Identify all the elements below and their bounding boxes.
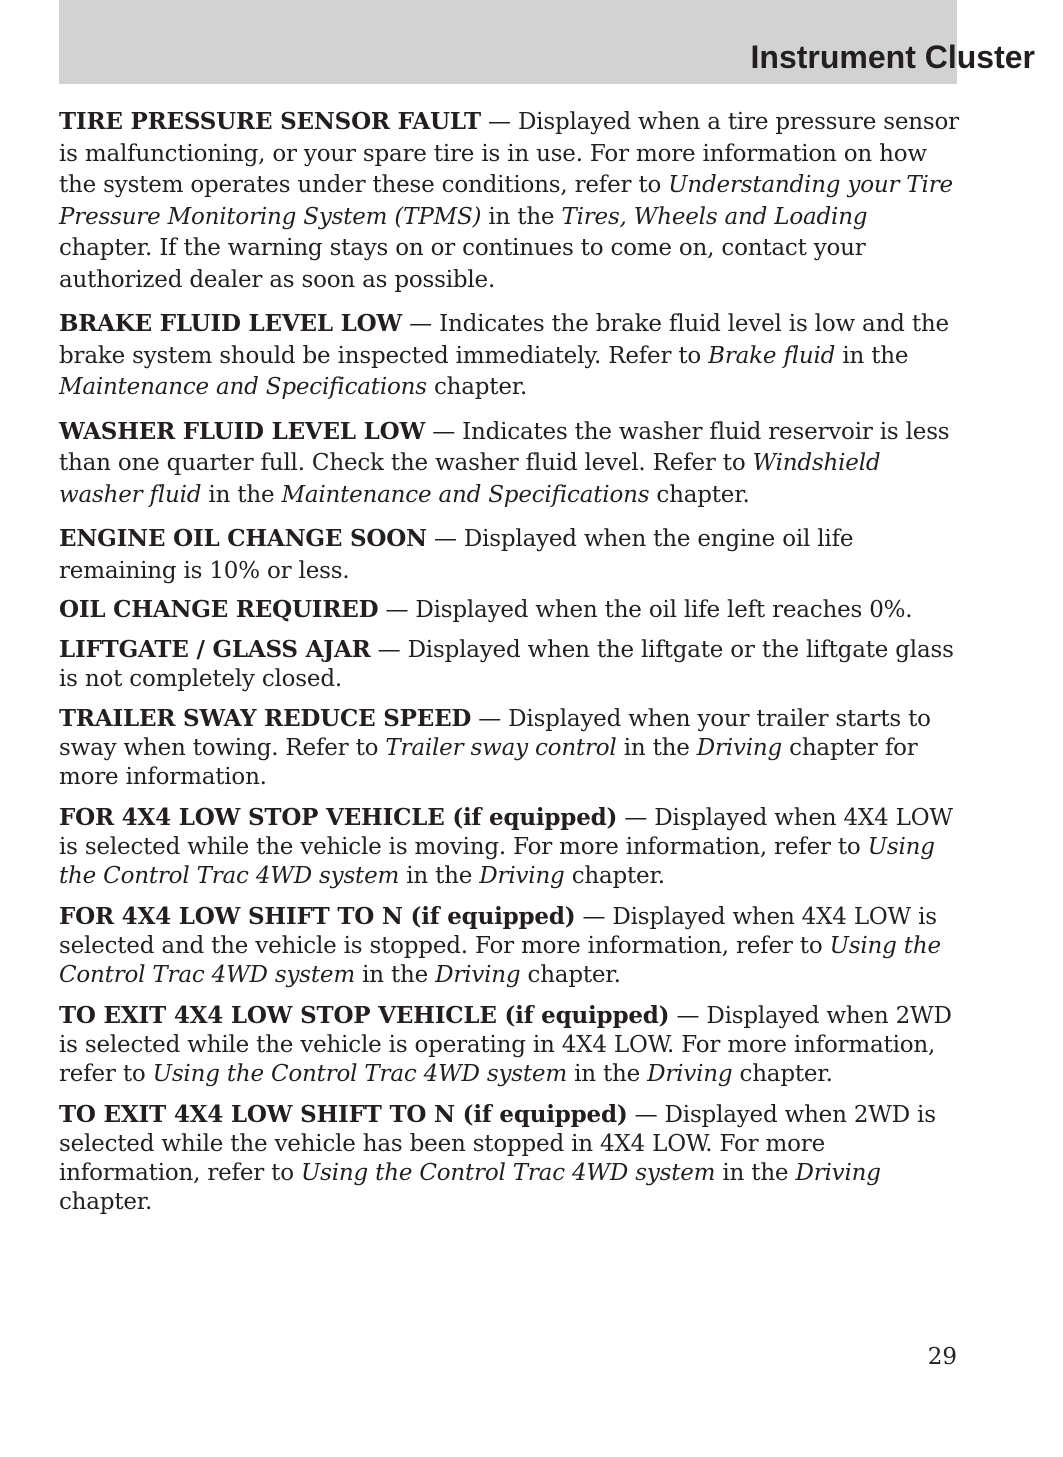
message-description: in the (715, 1160, 796, 1186)
entry-tire-pressure-sensor-fault (59, 106, 964, 296)
cross-reference: Understanding your Tire Pressure Monitoring System (TPMS) (59, 172, 953, 230)
section-title: Instrument Cluster (750, 39, 1035, 75)
cross-reference: Using the Control Trac 4WD system (59, 834, 935, 889)
cross-reference: Driving (479, 863, 565, 889)
message-heading: LIFTGATE / GLASS AJAR (59, 636, 371, 663)
entry-washer-fluid-level-low (59, 416, 964, 512)
cross-reference: Driving (435, 962, 521, 988)
cross-reference: Using the Control Trac 4WD system (300, 1160, 716, 1186)
page-number: 29 (927, 1344, 957, 1370)
message-description: in the (399, 863, 480, 889)
entry-brake-fluid-level-low (59, 308, 964, 404)
message-description: chapter. (564, 863, 665, 889)
cross-reference: Trailer sway control (385, 735, 617, 761)
message-heading: BRAKE FLUID LEVEL LOW (59, 310, 403, 337)
message-description: in the (616, 735, 697, 761)
message-heading: WASHER FLUID LEVEL LOW (59, 417, 426, 445)
message-description: chapter. (426, 374, 528, 400)
entry-for-4x4-low-shift-to-n (59, 902, 964, 990)
message-description: — Displayed when a tire pressure sensor is malfunctioning, or your spare tire is in use. For more information on how the system operates under these conditions, refer to (59, 109, 959, 198)
message-heading: TIRE PRESSURE SENSOR FAULT (59, 108, 481, 135)
cross-reference: Using the Control Trac 4WD system (59, 933, 941, 988)
cross-reference: Driving (696, 735, 783, 761)
message-description: in the (481, 203, 562, 230)
message-heading: FOR 4X4 LOW SHIFT TO N (if equipped) (59, 903, 576, 930)
message-description: chapter. (649, 481, 750, 508)
message-description: chapter. (732, 1061, 833, 1087)
message-description: in the (201, 481, 282, 508)
cross-reference: Using the Control Trac 4WD system (152, 1061, 567, 1087)
entry-to-exit-4x4-low-stop-vehicle (59, 1001, 964, 1089)
message-description: — Displayed when 4X4 LOW is selected and the vehicle is stopped. For more information, refer to (59, 904, 937, 959)
message-heading: OIL CHANGE REQUIRED (59, 596, 379, 623)
message-description: — Displayed when the liftgate or the liftgate glass is not completely closed. (59, 637, 954, 692)
entry-for-4x4-low-stop-vehicle (59, 803, 964, 891)
entry-trailer-sway-reduce-speed (59, 704, 964, 792)
entry-oil-change-required (59, 595, 964, 625)
cross-reference: Maintenance and Specifications (281, 481, 650, 508)
entry-to-exit-4x4-low-shift-to-n (59, 1100, 964, 1217)
message-heading: TRAILER SWAY REDUCE SPEED (59, 705, 472, 732)
message-heading: FOR 4X4 LOW STOP VEHICLE (if equipped) (59, 804, 618, 831)
message-description: — Displayed when 2WD is selected while the vehicle has been stopped in 4X4 LOW. For more information, refer to (59, 1102, 936, 1186)
entry-liftgate-glass-ajar (59, 635, 964, 694)
message-list (59, 106, 964, 1217)
message-description: — Displayed when your trailer starts to sway when towing. Refer to (59, 706, 931, 761)
message-description: chapter. If the warning stays on or continues to come on, contact your authorized dealer as soon as possible. (59, 235, 866, 293)
cross-reference: Maintenance and Specifications (59, 374, 427, 400)
message-description: — Indicates the brake fluid level is low and the brake system should be inspected immediately. Refer to (59, 311, 949, 369)
cross-reference: Driving (647, 1061, 733, 1087)
message-description: in the (354, 962, 436, 988)
message-description: — Displayed when 4X4 LOW is selected while the vehicle is moving. For more information, refer to (59, 805, 953, 860)
message-description: in the (835, 342, 909, 369)
message-description: chapter. (59, 1189, 153, 1215)
entry-engine-oil-change-soon (59, 523, 964, 587)
message-description: chapter. (520, 962, 621, 988)
cross-reference: Tires, Wheels and Loading (561, 203, 868, 230)
message-description: — Displayed when the oil life left reaches 0%. (378, 597, 913, 623)
message-heading: TO EXIT 4X4 LOW SHIFT TO N (if equipped) (59, 1101, 628, 1128)
message-description: — Indicates the washer fluid reservoir is less than one quarter full. Check the washer fluid level. Refer to (59, 418, 950, 476)
cross-reference: Windshield washer fluid (59, 450, 881, 508)
message-description: chapter for more information. (59, 735, 918, 790)
message-description: — Displayed when 2WD is selected while the vehicle is operating in 4X4 LOW. For more information, refer to (59, 1003, 952, 1087)
message-heading: TO EXIT 4X4 LOW STOP VEHICLE (if equipped) (59, 1002, 670, 1029)
message-description: in the (566, 1061, 648, 1087)
cross-reference: Driving (795, 1160, 881, 1186)
message-description: — Displayed when the engine oil life remaining is 10% or less. (59, 526, 854, 584)
cross-reference: Brake fluid (708, 342, 836, 369)
message-heading: ENGINE OIL CHANGE SOON (59, 525, 427, 552)
